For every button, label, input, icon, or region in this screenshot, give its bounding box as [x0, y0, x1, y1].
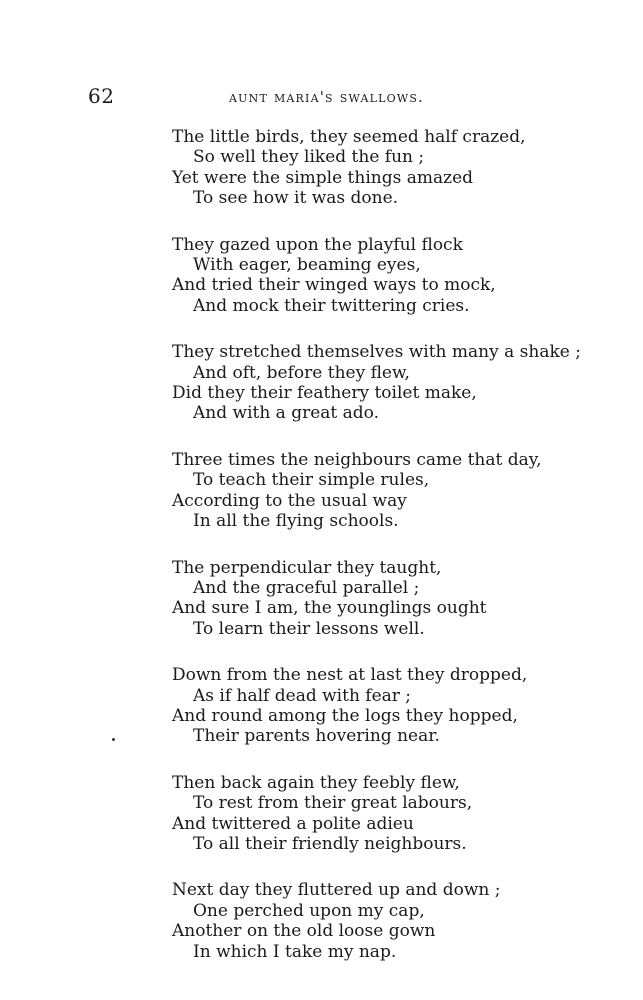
poem-line: So well they liked the fun ; [193, 147, 425, 168]
poem-line: To rest from their great labours, [193, 793, 473, 814]
poem-line: To learn their lessons well. [193, 618, 425, 639]
poem-line: Down from the nest at last they dropped, [172, 665, 528, 686]
stanza-4 [172, 450, 632, 532]
poem-line: One perched upon my cap, [193, 900, 425, 921]
poem-line: And oft, before they flew, [193, 362, 410, 383]
poem-line: And round among the logs they hopped, [172, 705, 518, 726]
stanza-2 [172, 235, 632, 317]
poem-line: And mock their twittering cries. [193, 295, 470, 316]
poem-line: In all the flying schools. [193, 511, 399, 532]
poem-line: Three times the neighbours came that day, [172, 449, 542, 470]
page-number: 62 [88, 84, 115, 108]
poem-line: To see how it was done. [193, 188, 399, 209]
poem-line: As if half dead with fear ; [193, 685, 412, 706]
poem-line: Then back again they feebly flew, [172, 772, 460, 793]
running-title: aunt maria's swallows. [229, 88, 425, 106]
poem-line: And the graceful parallel ; [193, 577, 420, 598]
stanza-3 [172, 342, 632, 424]
poem-line: To all their friendly neighbours. [193, 833, 467, 854]
stanza-7 [172, 773, 632, 855]
poem-line: According to the usual way [172, 490, 407, 511]
poem-line: And twittered a polite adieu [172, 813, 414, 834]
poem-line: They gazed upon the playful flock [172, 234, 463, 255]
poem-line: Did they their feathery toilet make, [172, 383, 477, 404]
poem [172, 127, 632, 988]
poem-line: Another on the old loose gown [172, 921, 436, 942]
stanza-5 [172, 558, 632, 640]
poem-line: Yet were the simple things amazed [172, 167, 474, 188]
stanza-8 [172, 880, 632, 962]
poem-line: With eager, beaming eyes, [193, 255, 421, 276]
stanza-6 [172, 665, 632, 747]
ink-speck [112, 738, 115, 741]
poem-line: And tried their winged ways to mock, [172, 275, 496, 296]
poem-line: And with a great ado. [193, 403, 380, 424]
stanza-1 [172, 127, 632, 209]
poem-line: The perpendicular they taught, [172, 557, 442, 578]
poem-line: Next day they fluttered up and down ; [172, 880, 501, 901]
poem-line: And sure I am, the younglings ought [172, 598, 487, 619]
poem-line: In which I take my nap. [193, 941, 397, 962]
poem-line: Their parents hovering near. [193, 726, 440, 747]
poem-line: To teach their simple rules, [193, 470, 430, 491]
poem-line: They stretched themselves with many a shake ; [172, 342, 581, 363]
poem-line: The little birds, they seemed half crazed, [172, 127, 526, 147]
